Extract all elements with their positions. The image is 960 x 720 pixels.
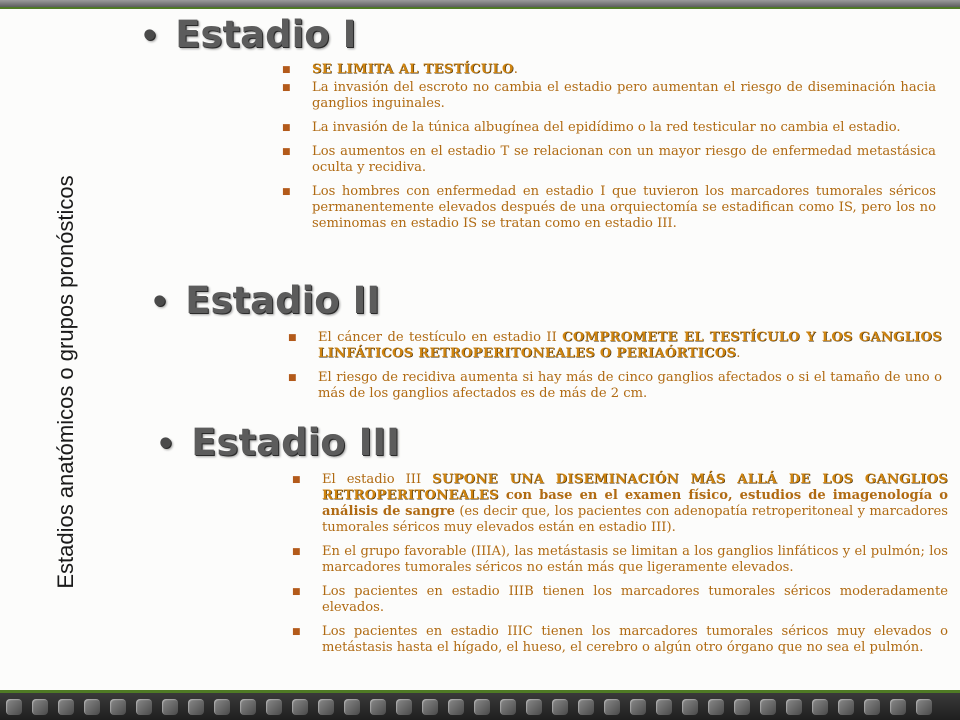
list-item: ■ El riesgo de recidiva aumenta si hay más de cinco ganglios afectados o si el tamaño de uno o más de los ganglios afectados es de más de 2 cm. <box>288 370 942 401</box>
square-bullet-icon: ■ <box>282 65 291 75</box>
stage-3-list <box>292 472 948 664</box>
decorative-tile <box>240 699 256 715</box>
square-bullet-icon: ■ <box>288 333 297 343</box>
stage-1-title-text: Estadio I <box>175 13 357 56</box>
decorative-tile <box>474 699 490 715</box>
decorative-tile <box>84 699 100 715</box>
list-item: ■ Los aumentos en el estadio T se relacionan con un mayor riesgo de enfermedad metastásica oculta y recidiva. <box>282 144 936 175</box>
decorative-tile <box>396 699 412 715</box>
stage-3-title <box>156 421 400 464</box>
square-bullet-icon: ■ <box>292 547 301 557</box>
decorative-tiles <box>0 693 960 715</box>
decorative-tile <box>6 699 22 715</box>
square-bullet-icon: ■ <box>282 123 291 133</box>
list-item: ■ En el grupo favorable (IIIA), las metástasis se limitan a los ganglios linfáticos y el pulmón; los marcadores tumorales séricos no están más que ligeramente elevados. <box>292 544 948 575</box>
top-bar <box>0 0 960 7</box>
list-item: ■ El cáncer de testículo en estadio II COMPROMETE EL TESTÍCULO Y LOS GANGLIOS LINFÁTICOS RETROPERITONEALES O PERIAÓRTICOS. <box>288 330 942 361</box>
decorative-tile <box>422 699 438 715</box>
decorative-tile <box>526 699 542 715</box>
decorative-tile <box>136 699 152 715</box>
bottom-decorative-bar <box>0 690 960 720</box>
decorative-tile <box>214 699 230 715</box>
list-item: ■ El estadio III SUPONE UNA DISEMINACIÓN MÁS ALLÁ DE LOS GANGLIOS RETROPERITONEALES con base en el examen físico, estudios de imagenología o análisis de sangre (es decir que, los pacientes con adenopatía retroperitoneal y marcadores tumorales séricos muy elevados están en estadio III). <box>292 472 948 535</box>
decorative-tile <box>786 699 802 715</box>
decorative-tile <box>734 699 750 715</box>
decorative-tile <box>656 699 672 715</box>
square-bullet-icon: ■ <box>282 147 291 157</box>
decorative-tile <box>162 699 178 715</box>
decorative-tile <box>32 699 48 715</box>
decorative-tile <box>682 699 698 715</box>
decorative-tile <box>266 699 282 715</box>
decorative-tile <box>318 699 334 715</box>
stage-3-title-text: Estadio III <box>191 421 400 464</box>
decorative-tile <box>448 699 464 715</box>
list-item: ■ La invasión de la túnica albugínea del epidídimo o la red testicular no cambia el estadio. <box>282 120 901 135</box>
decorative-tile <box>604 699 620 715</box>
list-item: ■ La invasión del escroto no cambia el estadio pero aumentan el riesgo de diseminación hacia ganglios inguinales. <box>282 80 936 111</box>
decorative-tile <box>838 699 854 715</box>
square-bullet-icon: ■ <box>288 373 297 383</box>
decorative-tile <box>292 699 308 715</box>
square-bullet-icon: ■ <box>282 187 291 197</box>
bullet-icon: • <box>156 426 176 462</box>
decorative-tile <box>188 699 204 715</box>
decorative-tile <box>916 699 932 715</box>
decorative-tile <box>370 699 386 715</box>
list-item: ■ Los pacientes en estadio IIIB tienen los marcadores tumorales séricos moderadamente elevados. <box>292 584 948 615</box>
square-bullet-icon: ■ <box>292 587 301 597</box>
list-item: ■ Los pacientes en estadio IIIC tienen los marcadores tumorales séricos muy elevados o metástasis hasta el hígado, el hueso, el cerebro o algún otro órgano que no sea el pulmón. <box>292 624 948 655</box>
stage-2-title <box>150 279 381 322</box>
decorative-tile <box>110 699 126 715</box>
decorative-tile <box>812 699 828 715</box>
bullet-icon: • <box>150 284 170 320</box>
stage-1-list <box>282 62 936 240</box>
decorative-tile <box>552 699 568 715</box>
decorative-tile <box>864 699 880 715</box>
decorative-tile <box>760 699 776 715</box>
list-item: ■ SE LIMITA AL TESTÍCULO. <box>282 62 518 77</box>
decorative-tile <box>630 699 646 715</box>
decorative-tile <box>500 699 516 715</box>
side-title: Estadios anatómicos o grupos pronósticos <box>53 175 78 589</box>
decorative-tile <box>708 699 724 715</box>
decorative-tile <box>58 699 74 715</box>
top-accent-line <box>0 7 960 9</box>
decorative-tile <box>578 699 594 715</box>
stage-1-title <box>140 13 357 56</box>
decorative-tile <box>890 699 906 715</box>
square-bullet-icon: ■ <box>282 83 291 93</box>
bullet-icon: • <box>140 18 160 54</box>
square-bullet-icon: ■ <box>292 475 301 485</box>
square-bullet-icon: ■ <box>292 627 301 637</box>
decorative-tile <box>344 699 360 715</box>
stage-2-title-text: Estadio II <box>185 279 381 322</box>
stage-2-list <box>288 330 942 410</box>
list-item: ■ Los hombres con enfermedad en estadio I que tuvieron los marcadores tumorales séricos permanentemente elevados después de una orquiectomía se estadifican como IS, pero los no seminomas en estadio IS se tratan como en estadio III. <box>282 184 936 231</box>
